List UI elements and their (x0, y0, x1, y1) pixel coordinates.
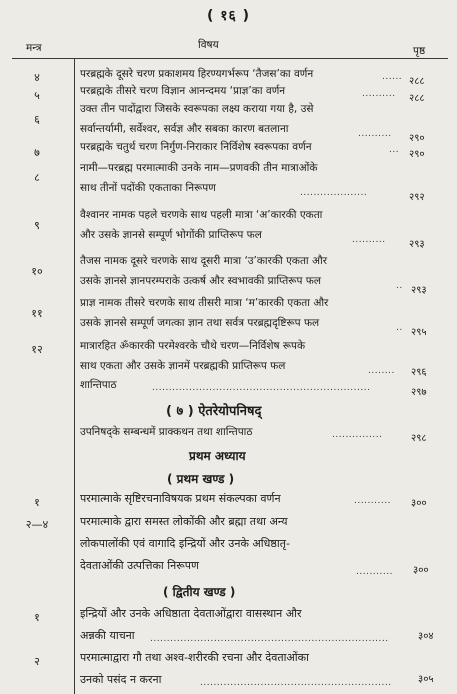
entry-page: २९८ (411, 433, 427, 444)
entry-text-line: उक्त तीन पादोंद्वारा जिसके स्वरूपका लक्ष्य कराया गया है, उसे (80, 103, 314, 115)
entry-text: परब्रह्मके चतुर्थ चरण निर्गुण-निराकार निर्विशेष स्वरूपका वर्णन (80, 141, 312, 153)
entry-text-line: और उसके ज्ञानसे सम्पूर्ण भोगोंकी प्राप्तिरूप फल (80, 229, 262, 241)
entry-text-line: नामी—परब्रह्म परमात्माकी उनके नाम—प्रणवकी तीन मात्राओंके (80, 162, 318, 174)
mantra-number: २—४ (25, 518, 49, 531)
entry-text-line: वैश्वानर नामक पहले चरणके साथ पहली मात्रा ‘अ’कारकी एकता (80, 209, 323, 221)
mantra-number: ११ (31, 307, 43, 320)
entry-page: २९३ (411, 285, 427, 296)
mantra-number: ५ (34, 89, 40, 102)
entry-text-line: इन्द्रियों और उनके अधिष्ठाता देवताओंद्वारा वासस्थान और (80, 607, 302, 620)
entry-text-line: उनको पसंद न करना (80, 673, 162, 686)
leader-dots: .................... (300, 188, 368, 198)
mantra-number: ९ (34, 219, 40, 232)
leader-dots: ........ (368, 366, 395, 376)
khand-title: ( द्वितीय खण्ड ) (163, 585, 236, 599)
leader-dots: ........... (354, 496, 391, 506)
leader-dots: .. (396, 323, 403, 333)
page-number: ( १६ ) (206, 8, 251, 24)
entry-text-line: परमात्माद्वारा गौ तथा अश्व-शरीरकी रचना और देवताओंका (80, 651, 309, 664)
mantra-number: ६ (34, 113, 40, 126)
leader-dots: ................................................................. (152, 383, 371, 393)
entry-text-line: प्राज्ञ नामक तीसरे चरणके साथ तीसरी मात्रा ‘म’कारकी एकता और (80, 297, 329, 309)
entry-text-line: साथ तीनों पदोंकी एकताका निरूपण (80, 182, 216, 194)
entry-text-line: लोकपालोंकी एवं वागादि इन्द्रियों और उनके अधिष्ठातृ- (80, 537, 290, 550)
entry-text-line: सर्वान्तर्यामी, सर्वेश्वर, सर्वज्ञ और सबका कारण बतलाना (80, 123, 289, 135)
leader-dots: ...... (382, 72, 403, 82)
entry-text-line: उसके ज्ञानसे सम्पूर्ण जगत्का ज्ञान तथा सर्वत्र परब्रह्मदृष्टिरूप फल (80, 317, 320, 329)
header-vishay: विषय (198, 39, 219, 51)
mantra-number: १ (34, 496, 40, 509)
entry-text: उपनिषद्के सम्बन्धमें प्राक्कथन तथा शान्तिपाठ (80, 426, 253, 438)
chapter-title: प्रथम अध्याय (189, 449, 246, 463)
leader-dots: ............... (332, 430, 383, 440)
mantra-number: १ (34, 611, 40, 624)
entry-page: २९० (409, 149, 425, 160)
mantra-number: ४ (34, 71, 40, 84)
header-mantra: मन्त्र (26, 42, 42, 54)
toc-table (0, 58, 457, 694)
leader-dots: .......... (352, 235, 386, 245)
entry-page: ३०० (413, 565, 429, 576)
entry-text-line: अन्नकी याचना (80, 629, 135, 642)
entry-text-line: परमात्माके द्वारा समस्त लोकोंकी और ब्रह्मा तथा अन्य (80, 515, 288, 528)
leader-dots: ........... (356, 567, 393, 577)
entry-text-line: तैजस नामक दूसरे चरणके साथ दूसरी मात्रा ‘उ’कारकी एकता और (80, 255, 328, 267)
mantra-number: १० (31, 265, 43, 278)
leader-dots: .......... (358, 129, 392, 139)
leader-dots: ... (389, 145, 400, 155)
entry-text-line: देवताओंकी उत्पत्तिका निरूपण (80, 559, 199, 572)
entry-page: २९३ (409, 239, 425, 250)
entry-page: २९२ (409, 192, 425, 203)
entry-page: २९० (409, 133, 425, 144)
entry-text-line: उसके ज्ञानसे ज्ञानपरम्पराके उत्कर्ष और स्वभावकी प्राप्तिरूप फल (80, 275, 321, 287)
mantra-number: १२ (31, 343, 43, 356)
khand-title: ( प्रथम खण्ड ) (167, 472, 235, 486)
entry-text: शान्तिपाठ (80, 379, 117, 391)
entry-page: २८८ (409, 76, 425, 87)
entry-text: परमात्माके सृष्टिरचनाविषयक प्रथम संकल्पका वर्णन (80, 492, 281, 505)
mantra-number: ७ (34, 146, 40, 159)
section-title: ( ७ ) ऐतरेयोपनिषद् (166, 404, 262, 419)
leader-dots: .......... (362, 89, 396, 99)
entry-text: परब्रह्मके तीसरे चरण विज्ञान आनन्दमय ‘प्राज्ञ’का वर्णन (80, 85, 286, 97)
leader-dots: ......................................................... (200, 678, 392, 688)
mantra-number: ८ (34, 171, 40, 184)
entry-page: ३०० (411, 498, 427, 509)
entry-page: २८८ (409, 93, 425, 104)
column-divider (74, 58, 75, 694)
entry-text: परब्रह्मके दूसरे चरण प्रकाशमय हिरण्यगर्भरूप ‘तैजस’का वर्णन (80, 68, 314, 80)
leader-dots: ....................................................................... (150, 634, 389, 644)
entry-page: ३०४ (418, 631, 434, 642)
entry-page: २९५ (411, 327, 427, 338)
top-rule (12, 58, 448, 59)
entry-text-line: साथ एकता और उसके ज्ञानमें परब्रह्मकी प्राप्तिरूप फल (80, 360, 286, 372)
header-page: पृष्ठ (413, 45, 426, 57)
entry-page: २९६ (411, 367, 427, 378)
entry-page: ३०५ (418, 674, 434, 685)
entry-page: २९७ (411, 387, 427, 398)
mantra-number: २ (34, 655, 40, 668)
leader-dots: .. (396, 281, 403, 291)
entry-text-line: मात्रारहित ॐकारकी परमेश्वरके चौथे चरण—निर्विशेष रूपके (80, 340, 306, 352)
